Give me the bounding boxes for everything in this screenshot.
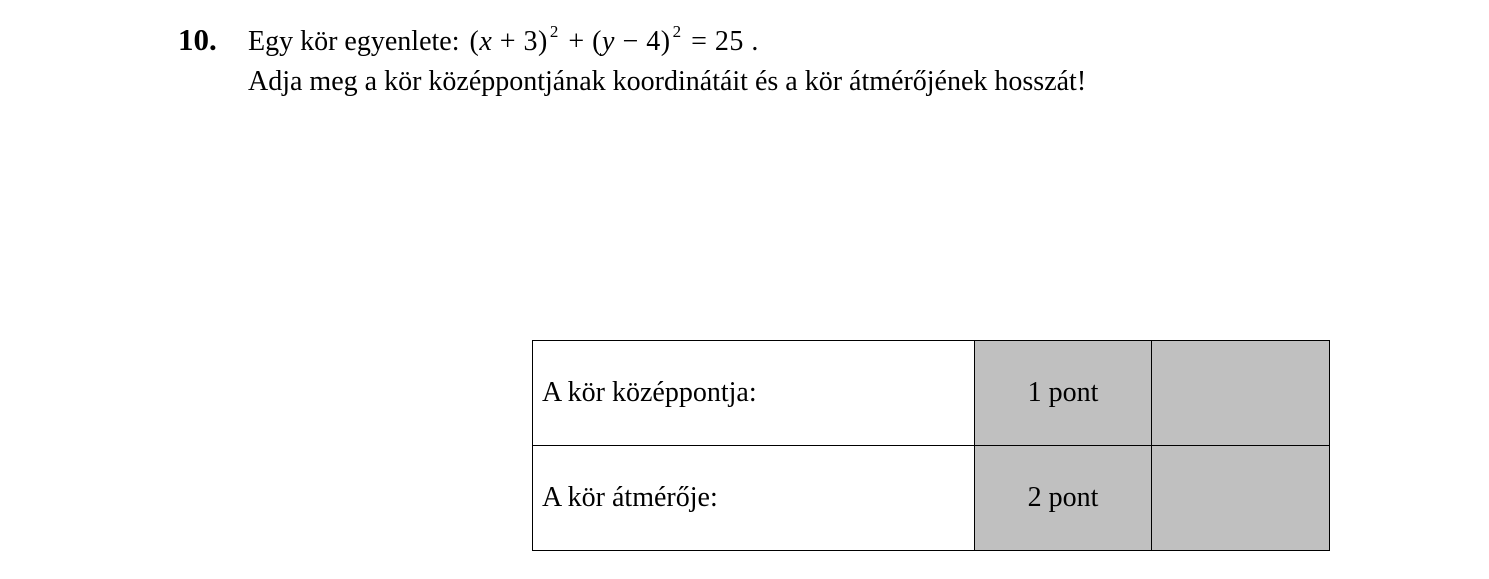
- earned-score-field[interactable]: [1152, 446, 1330, 551]
- earned-score-field[interactable]: [1152, 341, 1330, 446]
- statement-intro: Egy kör egyenlete:: [248, 26, 460, 57]
- score-row-center: [533, 341, 1330, 446]
- row-label: A kör átmérője:: [533, 446, 975, 551]
- max-points: 2 pont: [975, 446, 1152, 551]
- task-number: 10.: [178, 22, 217, 57]
- score-row-diameter: [533, 446, 1330, 551]
- task-question: Adja meg a kör középpontjának koordinátáit és a kör átmérőjének hosszát!: [248, 66, 1087, 97]
- task-statement: [248, 22, 759, 62]
- score-table: [532, 340, 1330, 551]
- circle-equation: (x + 3) $^2$ + (y − 4) $^2$ = 25 .: [469, 22, 759, 57]
- max-points: 1 pont: [975, 341, 1152, 446]
- row-label: A kör középpontja:: [533, 341, 975, 446]
